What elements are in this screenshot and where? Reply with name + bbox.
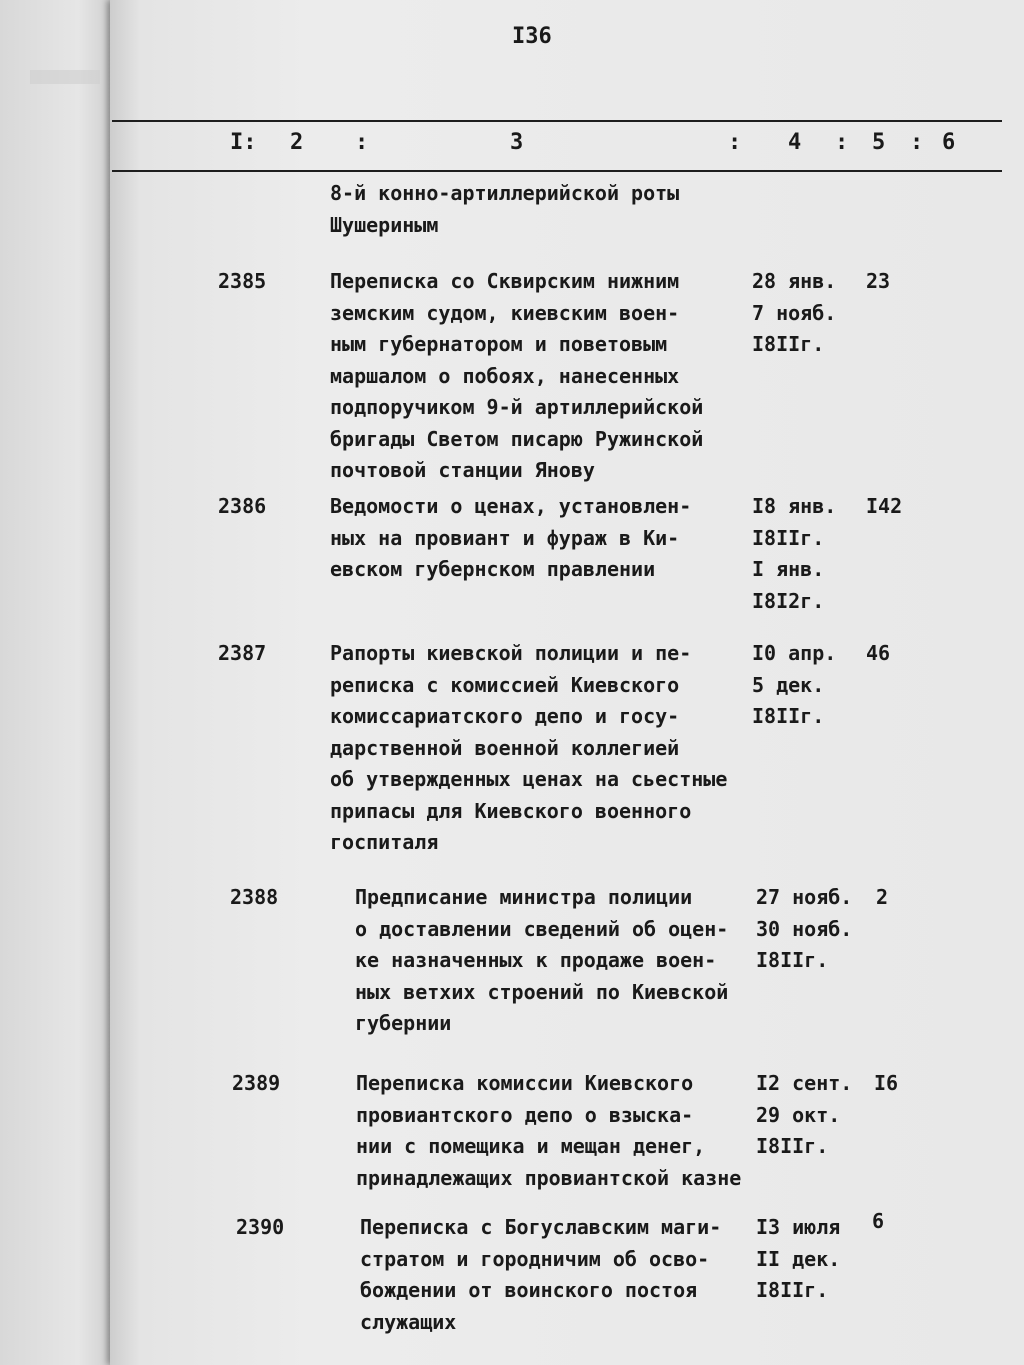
description-line: стратом и городничим об осво- [360, 1246, 710, 1271]
sheet-count: 2 [876, 885, 889, 909]
date-line: 27 нояб. [756, 885, 853, 909]
date-line: I8IIг. [756, 1134, 829, 1158]
description-line: нии с помещика и мещан денег, [356, 1134, 706, 1158]
description-line: провиантского депо о взыска- [356, 1102, 694, 1127]
header-bottom-rule [112, 170, 1002, 172]
description-line: ке назначенных к продаже воен- [355, 948, 717, 972]
sheet-count: 23 [866, 269, 891, 293]
description-line: о доставлении сведений об оцен- [355, 916, 729, 941]
description-line: госпиталя [330, 830, 439, 854]
description-line: земским судом, киевским воен- [330, 300, 680, 325]
record-description [330, 266, 760, 487]
description-line: бригады Светом писарю Ружинской [330, 426, 704, 451]
previous-page-edge [0, 0, 112, 1365]
date-line: I8IIг. [752, 332, 825, 356]
record-description [355, 882, 785, 1040]
date-line: I8IIг. [752, 525, 825, 550]
date-line: 30 нояб. [756, 916, 853, 941]
header-top-rule [112, 120, 1002, 122]
record-description [360, 1212, 790, 1338]
sheet-count: I42 [866, 494, 903, 518]
description-line: ных на провиант и фураж в Ки- [330, 525, 680, 550]
description-line: маршалом о побоях, нанесенных [330, 363, 680, 388]
date-line: I3 июля [756, 1215, 841, 1239]
continuation-description [330, 178, 760, 241]
date-line: 5 дек. [752, 672, 825, 697]
date-line: I8IIг. [756, 948, 829, 972]
date-line: 7 нояб. [752, 300, 837, 325]
description-line: Предписание министра полиции [355, 885, 693, 909]
record-dates [756, 1212, 866, 1307]
date-line: I0 апр. [752, 641, 837, 665]
description-line: подпоручиком 9-й артиллерийской [330, 395, 704, 419]
description-line: дарственной военной коллегией [330, 735, 680, 760]
page-number: I36 [512, 24, 552, 49]
column-separator: : [355, 130, 369, 155]
column-header-3: 3 [510, 130, 524, 155]
description-line: служащих [360, 1309, 457, 1334]
description-line: бождении от воинского постоя [360, 1278, 698, 1302]
date-line: 28 янв. [752, 269, 837, 293]
record-description [330, 491, 760, 586]
record-dates [752, 266, 862, 361]
record-dates [756, 1068, 866, 1163]
date-line: I8IIг. [756, 1278, 829, 1302]
description-line: ных ветхих строений по Киевской [355, 979, 729, 1004]
record-dates [752, 491, 862, 617]
column-separator: : [728, 130, 742, 155]
column-separator: : [910, 130, 924, 155]
description-line: губернии [355, 1011, 452, 1035]
description-line: принадлежащих провиантской казне [356, 1165, 742, 1190]
date-line: I8I2г. [752, 588, 825, 613]
date-line: I2 сент. [756, 1071, 853, 1095]
record-dates [756, 882, 866, 977]
description-line: припасы для Киевского военного [330, 798, 692, 823]
description-line: Переписка со Сквирским нижним [330, 269, 680, 293]
column-header-1: I: [230, 130, 257, 155]
date-line: II дек. [756, 1246, 841, 1271]
description-line: реписка с комиссией Киевского [330, 672, 680, 697]
description-line: почтовой станции Янову [330, 458, 595, 482]
description-line: Переписка комиссии Киевского [356, 1071, 694, 1095]
sheet-count: 46 [866, 641, 891, 665]
column-header-2: 2 [290, 130, 304, 155]
sheet-count: 6 [872, 1209, 885, 1233]
column-header-4: 4 [788, 130, 802, 155]
column-header-5: 5 [872, 130, 886, 155]
record-number: 2390 [236, 1215, 285, 1239]
description-line: об утвержденных ценах на сьестные [330, 767, 728, 791]
record-number: 2388 [230, 885, 279, 909]
record-number: 2389 [232, 1071, 281, 1095]
date-line: I8IIг. [752, 704, 825, 728]
date-line: I янв. [752, 557, 825, 581]
record-description [330, 638, 760, 859]
record-dates [752, 638, 862, 733]
column-separator: : [835, 130, 849, 155]
record-number: 2387 [218, 641, 267, 665]
sheet-count: I6 [874, 1071, 899, 1095]
description-line: 8-й конно-артиллерийской роты [330, 181, 680, 205]
record-description [356, 1068, 786, 1194]
description-line: комиссариатского депо и госу- [330, 704, 680, 728]
bleed-through-mark [30, 70, 100, 84]
record-number: 2386 [218, 494, 267, 518]
column-header-6: 6 [942, 130, 956, 155]
date-line: I8 янв. [752, 494, 837, 518]
record-number: 2385 [218, 269, 267, 293]
description-line: Рапорты киевской полиции и пе- [330, 641, 692, 665]
description-line: Ведомости о ценах, установлен- [330, 494, 692, 518]
description-line: Переписка с Богуславским маги- [360, 1215, 722, 1239]
date-line: 29 окт. [756, 1102, 841, 1127]
description-line: евском губернском правлении [330, 557, 656, 581]
description-line: ным губернатором и поветовым [330, 332, 668, 356]
description-line: Шушериным [330, 212, 439, 237]
